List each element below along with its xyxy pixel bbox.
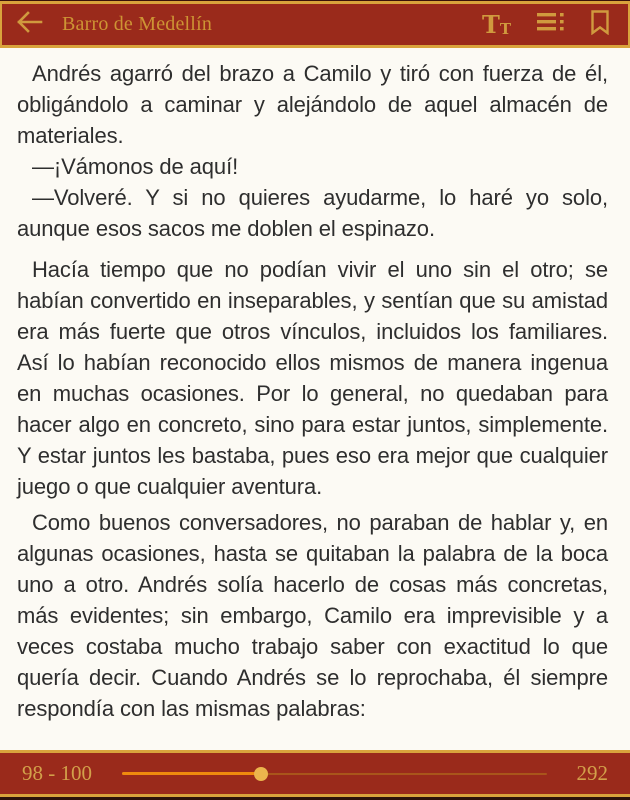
bookmark-icon	[590, 10, 610, 40]
bookmark-button[interactable]	[590, 10, 610, 40]
slider-track-fill	[122, 772, 261, 775]
paragraph: —Volveré. Y si no quieres ayudarme, lo haré yo solo, aunque esos sacos me doblen el espinazo.	[17, 185, 608, 241]
paragraph: Andrés agarró del brazo a Camilo y tiró con fuerza de él, obligándolo a caminar y alejándolo de aquel almacén de materiales.	[17, 61, 608, 148]
header-actions	[482, 10, 610, 40]
paragraph: Como buenos conversadores, no paraban de hablar y, en algunas ocasiones, hasta se quitaban la palabra de la boca uno a otro. Andrés solía hacerlo de cosas más concretas, más evidentes; sin embargo, Camilo era imprevisible y a veces costaba mucho trabajo saber con exactitud lo que quería decir. Cuando Andrés se lo reprochaba, él siempre respondía con las mismas palabras:	[17, 510, 608, 721]
back-button[interactable]	[14, 9, 45, 40]
reading-progress-bar	[0, 750, 630, 797]
book-title: Barro de Medellín	[62, 13, 213, 35]
text-size-icon: T	[481, 9, 500, 39]
text-size-button[interactable]: T T	[481, 9, 511, 39]
app-bar	[0, 1, 630, 48]
slider-thumb[interactable]	[254, 767, 268, 781]
current-page-range: 98 - 100	[22, 761, 92, 785]
total-pages: 292	[576, 761, 608, 785]
back-arrow-icon	[16, 11, 43, 38]
paragraph: Hacía tiempo que no podían vivir el uno sin el otro; se habían convertido en inseparables, y sentían que su amistad era más fuerte que otros vínculos, incluidos los familiares. Así lo habían reconocido ellos mismos de manera ingenua en muchas ocasiones. Por lo general, no quedaban para hacer algo en concreto, sino para estar juntos, simplemente. Y estar juntos les bastaba, pues eso era mejor que cualquier juego o que cualquier aventura.	[17, 257, 608, 499]
paragraph: —¡Vámonos de aquí!	[32, 154, 239, 179]
progress-slider[interactable]	[122, 766, 547, 782]
contents-button[interactable]	[537, 13, 564, 36]
table-of-contents-icon	[537, 13, 564, 36]
reading-page[interactable]	[0, 48, 630, 750]
